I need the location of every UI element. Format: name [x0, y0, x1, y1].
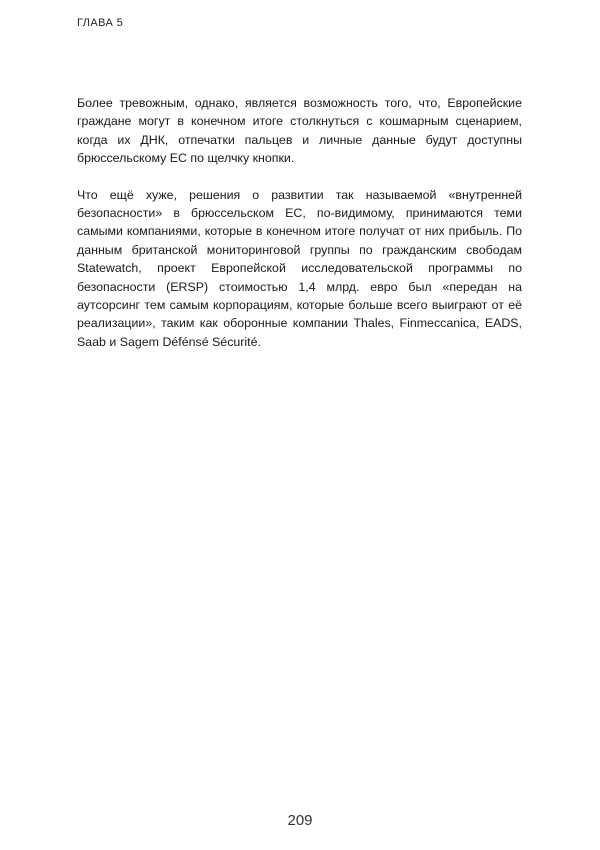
chapter-header: ГЛАВА 5: [77, 17, 124, 29]
paragraph-1: Более тревожным, однако, является возможность того, что, Европейские граждане могут в конечном итоге столкнуться с кошмарным сценарием, когда их ДНК, отпечатки пальцев и личные данные будут доступны брюссельскому ЕС по щелчку кнопки.: [77, 96, 522, 166]
paragraph-2: Что ещё хуже, решения о развитии так называемой «внутренней безопасности» в брюссельском ЕС, по-видимому, принимаются теми самыми компаниями, которые в конечном итоге получат от них прибыль. По данным британской мониторинговой группы по гражданским свободам Statewatch, проект Европейской исследовательской программы по безопасности (ERSP) стоимостью 1,4 млрд. евро был «передан на аутсорсинг тем самым корпорациям, которые больше всего выиграют от её реализации», таким как оборонные компании Thales, Finmeccanica, EADS, Saab и Sagem Défénsé Sécurité.: [77, 187, 522, 349]
page-number: 209: [287, 812, 313, 829]
page-body: [77, 94, 522, 369]
